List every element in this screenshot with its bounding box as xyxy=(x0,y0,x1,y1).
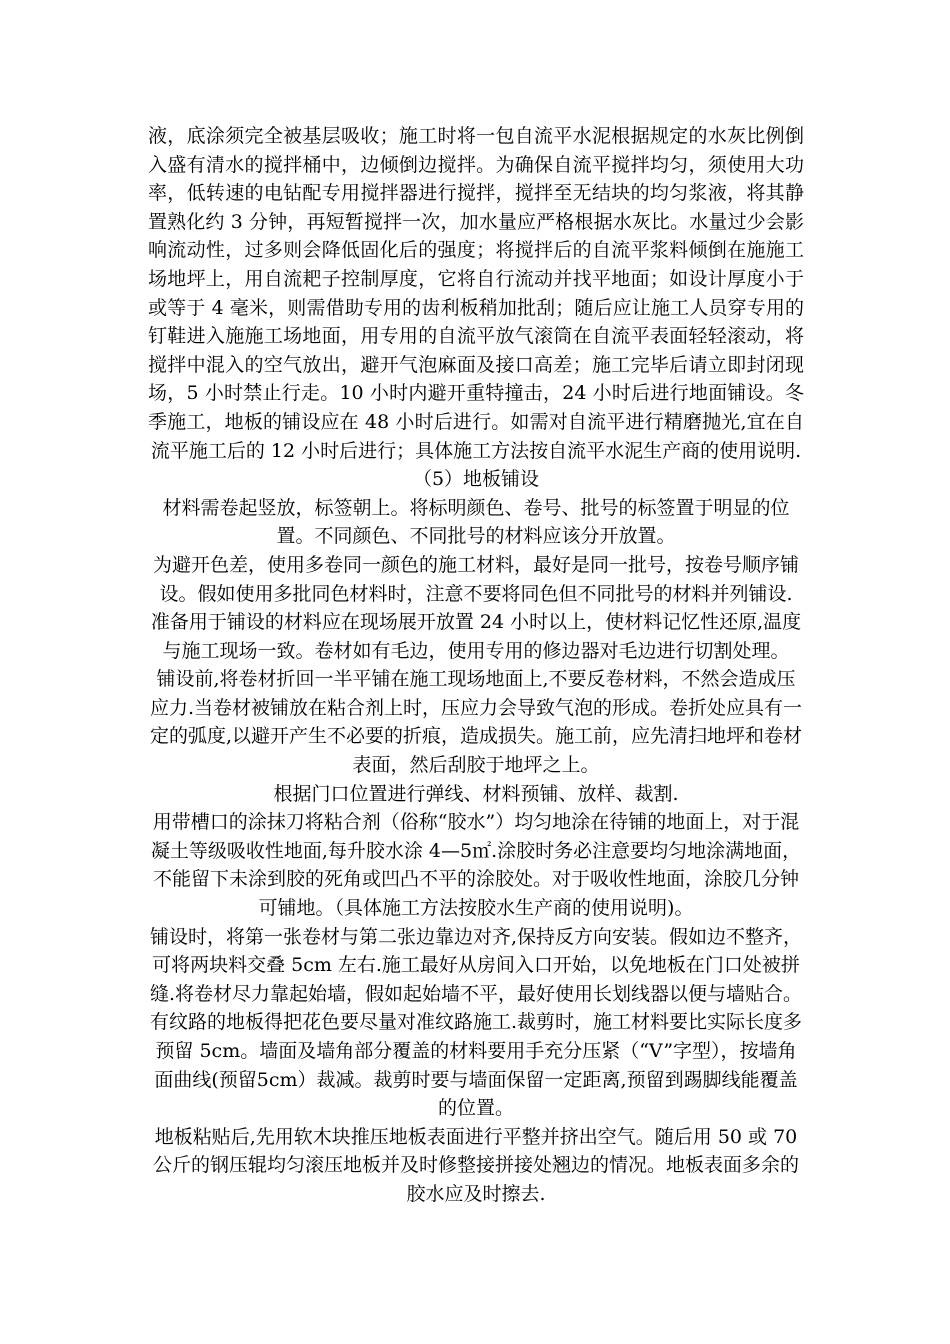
paragraph-self-leveling: 液，底涂须完全被基层吸收；施工时将一包自流平水泥根据规定的水灰比例倒入盛有清水的搅拌桶中，边倾倒边搅拌。为确保自流平搅拌均匀，须使用大功率，低转速的电钻配专用搅拌器进行搅拌，搅拌至无结块的均匀浆液，将其静置熟化约 3 分钟，再短暂搅拌一次，加水量应严格根据水灰比。水量过少会影响流动性，过多则会降低固化后的强度；将搅拌后的自流平浆料倾倒在施施工场地坪上，用自流耙子控制厚度，它将自行流动并找平地面；如设计厚度小于或等于 4 毫米，则需借助专用的齿利板稍加批刮；随后应让施工人员穿专用的钉鞋进入施施工场地面，用专用的自流平放气滚筒在自流平表面轻轻滚动，将搅拌中混入的空气放出，避开气泡麻面及接口高差；施工完毕后请立即封闭现场，5 小时禁止行走。10 小时内避开重特撞击，24 小时后进行地面铺设。冬季施工，地板的铺设应在 48 小时后进行。如需对自流平进行精磨抛光,宜在自流平施工后的 12 小时后进行；具体施工方法按自流平水泥生产商的使用说明. xyxy=(148,125,804,462)
paragraph-pre-laying: 铺设前,将卷材折回一半平铺在施工现场地面上,不要反卷材料，不然会造成压应力.当卷材被铺放在粘合剂上时，压应力会导致气泡的形成。卷折处应具有一定的弧度,以避开产生不必要的折痕，造成损失。施工前，应先清扫地坪和卷材表面，然后刮胶于地坪之上。 xyxy=(149,668,803,777)
section-heading-floor-laying: （5）地板铺设 xyxy=(412,468,540,491)
paragraph-material-preparation: 准备用于铺设的材料应在现场展开放置 24 小时以上，使材料记忆性还原,温度与施工现场一致。卷材如有毛边，使用专用的修边器对毛边进行切割处理。 xyxy=(150,611,802,662)
paragraph-marking: 根据门口位置进行弹线、材料预铺、放样、裁割. xyxy=(273,782,679,805)
paragraph-rolling: 地板粘贴后,先用软木块推压地板表面进行平整并挤出空气。随后用 50 或 70 公斤的钢压辊均匀滚压地板并及时修整接拼接处翘边的情况。地板表面多余的胶水应及时擦去. xyxy=(152,1125,799,1205)
paragraph-color-difference: 为避开色差，使用多卷同一颜色的施工材料，最好是同一批号，按卷号顺序铺设。假如使用多批同色材料时，注意不要将同色但不同批号的材料并列铺设. xyxy=(152,553,799,605)
paragraph-adhesive: 用带槽口的涂抹刀将粘合剂（俗称“胶水”）均匀地涂在待铺的地面上，对于混凝土等级吸收性地面,每升胶水涂 4—5㎡.涂胶时务必注意要均匀地涂满地面，不能留下未涂到胶的死角或凹凸不平的涂胶处。对于吸收性地面，涂胶几分钟可铺地。（具体施工方法按胶水生产商的使用说明)。 xyxy=(150,811,802,920)
paragraph-laying: 铺设时，将第一张卷材与第二张边靠边对齐,保持反方向安装。假如边不整齐，可将两块料交叠 5cm 左右.施工最好从房间入口开始，以免地板在门口处被拼缝.将卷材尽力靠起始墙，假如起始墙不平，最好使用长划线器以便与墙贴合。有纹路的地板得把花色要尽量对准纹路施工.裁剪时，施工材料要比实际长度多预留 5cm。墙面及墙角部分覆盖的材料要用手充分压紧（“V”字型），按墙角面曲线(预留5cm）裁减。裁剪时要与墙面保留一定距离,预留到踢脚线能覆盖的位置。 xyxy=(149,925,803,1120)
document-body xyxy=(148,122,804,1209)
paragraph-material-storage: 材料需卷起竖放，标签朝上。将标明颜色、卷号、批号的标签置于明显的位置。不同颜色、不同批号的材料应该分开放置。 xyxy=(162,496,790,548)
